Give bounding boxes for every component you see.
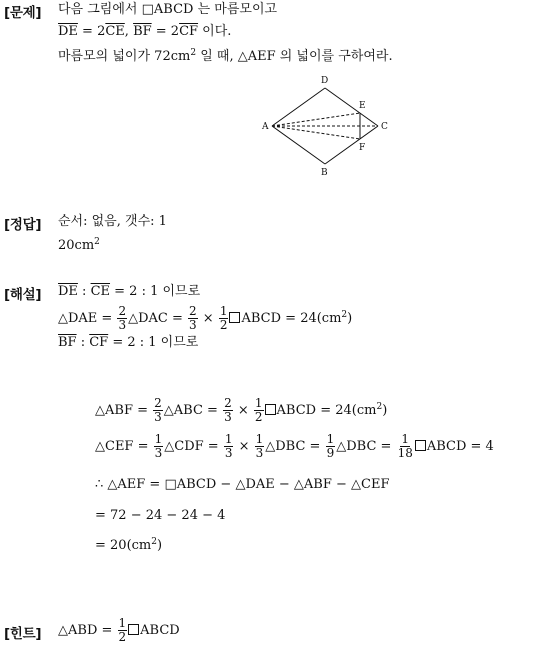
numerator: 1 bbox=[219, 304, 228, 318]
text: △CDF = bbox=[164, 439, 223, 454]
label-f: F bbox=[359, 143, 366, 153]
denominator: 2 bbox=[118, 630, 127, 644]
superscript: 2 bbox=[94, 237, 100, 247]
text: ) bbox=[382, 403, 388, 418]
text: ABCD = 4 bbox=[426, 439, 494, 454]
hint-tag: [힌트] bbox=[4, 626, 42, 642]
denominator: 3 bbox=[154, 446, 163, 460]
numerator: 1 bbox=[118, 616, 127, 630]
superscript: 2 bbox=[190, 48, 197, 58]
solution-line-5 bbox=[95, 432, 494, 462]
numerator: 2 bbox=[154, 396, 162, 410]
text: △ABC = bbox=[163, 403, 223, 418]
fraction bbox=[223, 397, 233, 424]
numerator: 1 bbox=[154, 432, 163, 446]
text: 이다. bbox=[198, 24, 232, 39]
fraction bbox=[255, 433, 265, 460]
text: △ABF = bbox=[95, 403, 153, 418]
text: 일 때, △AEF 의 넓이를 구하여라. bbox=[196, 49, 393, 64]
solution-line-7: = 72 − 24 − 24 − 4 bbox=[95, 508, 226, 523]
superscript: 2 bbox=[341, 310, 348, 320]
numerator: 1 bbox=[326, 432, 335, 446]
numerator: 1 bbox=[401, 432, 410, 446]
problem-tag: [문제] bbox=[4, 5, 42, 21]
numerator: 1 bbox=[254, 396, 263, 410]
denominator: 3 bbox=[224, 410, 232, 424]
side-ad bbox=[272, 88, 325, 126]
denominator: 2 bbox=[254, 410, 263, 424]
segment-bf: $\overline{BF}$ bbox=[58, 335, 77, 350]
square-symbol bbox=[128, 624, 139, 635]
denominator: 3 bbox=[224, 446, 233, 460]
fraction bbox=[154, 433, 164, 460]
fraction bbox=[117, 305, 127, 332]
answer-line-2 bbox=[58, 238, 100, 254]
text: = 20(cm bbox=[95, 538, 152, 553]
denominator: 9 bbox=[326, 446, 335, 460]
numerator: 2 bbox=[118, 304, 127, 318]
denominator: 3 bbox=[189, 318, 197, 332]
text: △DAC = bbox=[128, 311, 188, 326]
text: △ABD = bbox=[58, 623, 117, 638]
solution-line-4 bbox=[95, 396, 387, 426]
rhombus-figure bbox=[255, 72, 395, 182]
text: × bbox=[234, 439, 254, 454]
superscript: 2 bbox=[151, 537, 157, 547]
answer-line-1: 순서: 없음, 갯수: 1 bbox=[58, 214, 167, 229]
text: △CEF = bbox=[95, 439, 153, 454]
text: × bbox=[233, 403, 253, 418]
denominator: 3 bbox=[118, 318, 127, 332]
fraction bbox=[219, 305, 229, 332]
solution-tag: [해설] bbox=[4, 287, 42, 303]
side-ba bbox=[272, 126, 325, 164]
numerator: 2 bbox=[189, 304, 197, 318]
text: : bbox=[77, 284, 91, 299]
fraction bbox=[326, 433, 336, 460]
fraction bbox=[118, 617, 128, 644]
text: 마름모의 넓이가 72cm bbox=[58, 49, 191, 64]
text: ) bbox=[156, 538, 163, 553]
fraction bbox=[397, 433, 414, 460]
denominator: 3 bbox=[255, 446, 264, 460]
text: = 2 bbox=[77, 24, 106, 39]
denominator: 18 bbox=[397, 446, 413, 460]
side-cb bbox=[325, 126, 378, 164]
hint-line-1 bbox=[58, 616, 180, 646]
text: △DAE = bbox=[58, 311, 117, 326]
segment-ce: $\overline{CE}$ bbox=[105, 24, 125, 39]
segment-cf: $\overline{CF}$ bbox=[89, 335, 109, 350]
answer-tag: [정답] bbox=[4, 217, 42, 233]
numerator: 1 bbox=[224, 432, 233, 446]
label-c: C bbox=[381, 122, 388, 132]
square-symbol bbox=[265, 404, 276, 415]
numerator: 2 bbox=[224, 396, 232, 410]
square-symbol bbox=[415, 440, 426, 451]
label-d: D bbox=[321, 76, 329, 86]
text: ABCD = 24(cm bbox=[276, 403, 377, 418]
problem-line-1: 다음 그림에서 □ABCD 는 마름모이고 bbox=[58, 2, 278, 17]
text: × bbox=[198, 311, 218, 326]
segment-de: $\overline{DE}$ bbox=[58, 24, 78, 39]
segment-af bbox=[272, 126, 360, 139]
text: △DBC = bbox=[265, 439, 325, 454]
segment-cf: $\overline{CF}$ bbox=[179, 24, 199, 39]
text: = 2 bbox=[151, 24, 180, 39]
fraction bbox=[188, 305, 198, 332]
denominator: 2 bbox=[219, 318, 228, 332]
text: , bbox=[124, 24, 134, 39]
text: ABCD = 24(cm bbox=[241, 311, 342, 326]
segment-de: $\overline{DE}$ bbox=[58, 284, 78, 299]
segment-bf: $\overline{BF}$ bbox=[133, 24, 152, 39]
text: ) bbox=[347, 311, 353, 326]
text: ABCD bbox=[140, 623, 180, 638]
fraction bbox=[224, 433, 234, 460]
problem-line-3 bbox=[58, 49, 393, 65]
solution-line-8 bbox=[95, 538, 162, 554]
square-symbol bbox=[229, 312, 240, 323]
text: : bbox=[76, 335, 90, 350]
problem-line-2 bbox=[58, 24, 231, 40]
text: △DBC = bbox=[336, 439, 396, 454]
solution-line-1 bbox=[58, 284, 200, 300]
superscript: 2 bbox=[376, 402, 383, 412]
label-a: A bbox=[262, 122, 269, 132]
text: = 2 : 1 이므로 bbox=[108, 335, 199, 350]
text: = 2 : 1 이므로 bbox=[110, 284, 201, 299]
segment-ae bbox=[272, 113, 360, 126]
text: 20cm bbox=[58, 238, 95, 253]
solution-line-3 bbox=[58, 335, 198, 351]
label-b: B bbox=[321, 168, 328, 178]
solution-line-2 bbox=[58, 304, 352, 334]
denominator: 3 bbox=[154, 410, 162, 424]
fraction bbox=[254, 397, 264, 424]
numerator: 1 bbox=[255, 432, 264, 446]
fraction bbox=[153, 397, 163, 424]
side-dc bbox=[325, 88, 378, 126]
solution-line-6: ∴ △AEF = □ABCD − △DAE − △ABF − △CEF bbox=[95, 477, 390, 492]
label-e: E bbox=[359, 101, 366, 111]
segment-ce: $\overline{CE}$ bbox=[90, 284, 111, 299]
